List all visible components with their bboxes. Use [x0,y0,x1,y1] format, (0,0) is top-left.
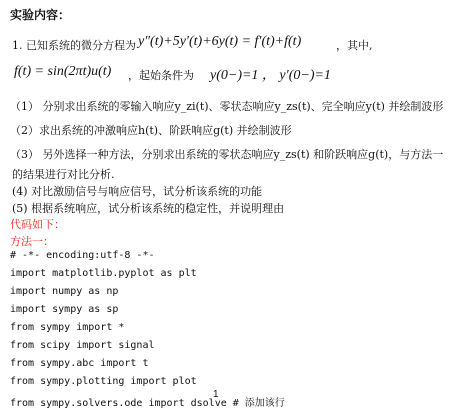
task-item: （2）求出系统的冲激响应h(t)、阶跃响应g(t) 并绘制波形 [10,124,292,137]
code-line: from scipy import signal [10,340,155,351]
task-item: 的结果进行对比分析. [12,168,115,181]
task-item: (4) 对比激励信号与响应信号，试分析该系统的功能 [12,185,263,198]
initial-conditions: y(0−)=1 ， y′(0−)=1 [210,68,331,83]
task-item: (5) 根据系统响应，试分析该系统的稳定性，并说明理由 [12,202,285,215]
section-heading: 实验内容： [10,8,71,22]
task-item: （3） 另外选择一种方法，分别求出系统的零状态响应y_zs(t) 和阶跃响应g(t)，与方法一 [10,148,444,161]
code-line: import numpy as np [10,286,119,297]
code-line: from sympy.abc import t [10,358,149,369]
initial-conditions-label: ，起始条件为 [128,69,194,82]
code-line: from sympy.plotting import plot [10,376,197,387]
input-definition: f(t) = sin(2πt)u(t) [14,64,112,79]
method-label: 方法一： [10,235,54,248]
code-line: import sympy as sp [10,304,119,315]
differential-equation: y″(t)+5y′(t)+6y(t) = f′(t)+f(t) [138,34,302,49]
code-line: import matplotlib.pyplot as plt [10,268,197,279]
task-item: （1） 分别求出系统的零输入响应y_zi(t)、零状态响应y_zs(t)、完全响应y(t) 并绘制波形 [10,100,444,113]
code-label: 代码如下： [10,218,65,231]
code-line: from sympy.solvers.ode import dsolve # 添加该行 [10,398,285,409]
problem-intro-suffix: ，其中, [336,39,373,52]
page-number: 1 [213,389,219,400]
problem-intro-text: 1. 已知系统的微分方程为 [12,39,136,52]
code-line: from sympy import * [10,322,125,333]
code-line: # -*- encoding:utf-8 -*- [10,250,155,261]
